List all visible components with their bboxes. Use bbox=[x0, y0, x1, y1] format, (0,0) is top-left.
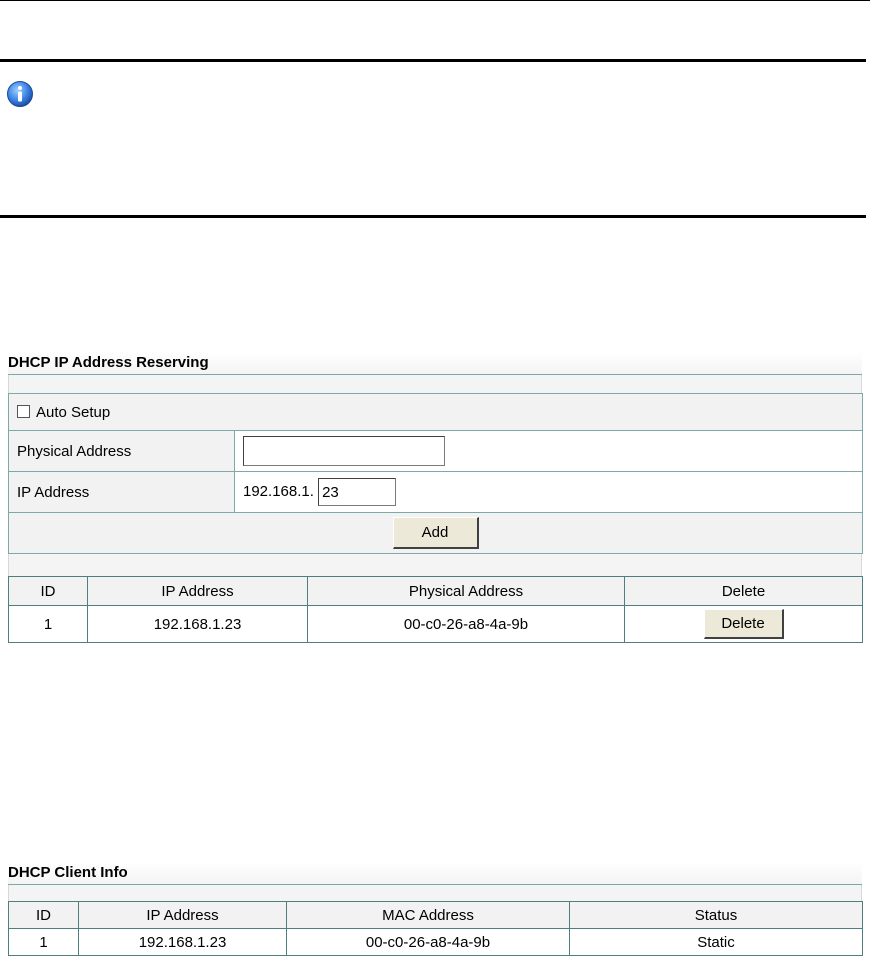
client-info-panel bbox=[8, 862, 862, 956]
ip-address-cell bbox=[235, 472, 863, 513]
col-header: IP Address bbox=[79, 902, 287, 929]
auto-setup-checkbox[interactable] bbox=[17, 405, 30, 418]
cell-id: 1 bbox=[9, 929, 79, 956]
col-header: Physical Address bbox=[308, 577, 625, 606]
col-header: ID bbox=[9, 902, 79, 929]
reserving-spacer-2 bbox=[8, 554, 862, 576]
client-info-spacer bbox=[8, 885, 862, 901]
physical-address-label: Physical Address bbox=[9, 431, 235, 472]
ip-suffix-input[interactable] bbox=[318, 478, 396, 506]
top-divider bbox=[0, 0, 870, 1]
note-bottom-rule bbox=[0, 215, 866, 218]
cell-delete bbox=[625, 606, 863, 643]
col-header: IP Address bbox=[88, 577, 308, 606]
client-table-header bbox=[9, 902, 863, 929]
reserving-spacer bbox=[8, 375, 862, 393]
delete-button[interactable]: Delete bbox=[704, 609, 784, 639]
table-row bbox=[9, 606, 863, 643]
cell-mac: 00-c0-26-a8-4a-9b bbox=[287, 929, 570, 956]
col-header: ID bbox=[9, 577, 88, 606]
reserving-title: DHCP IP Address Reserving bbox=[8, 352, 862, 375]
table-row bbox=[9, 929, 863, 956]
cell-ip: 192.168.1.23 bbox=[79, 929, 287, 956]
auto-setup-row bbox=[9, 394, 863, 431]
col-header: Delete bbox=[625, 577, 863, 606]
cell-ip: 192.168.1.23 bbox=[88, 606, 308, 643]
ip-address-label: IP Address bbox=[9, 472, 235, 513]
client-info-title: DHCP Client Info bbox=[8, 862, 862, 885]
col-header: Status bbox=[570, 902, 863, 929]
client-table bbox=[8, 901, 863, 956]
reserving-panel bbox=[8, 352, 862, 643]
add-row bbox=[9, 513, 863, 554]
note-top-rule bbox=[0, 59, 866, 62]
auto-setup-label: Auto Setup bbox=[36, 403, 111, 421]
col-header: MAC Address bbox=[287, 902, 570, 929]
cell-mac: 00-c0-26-a8-4a-9b bbox=[308, 606, 625, 643]
add-button[interactable]: Add bbox=[393, 517, 479, 549]
ip-prefix: 192.168.1. bbox=[243, 482, 314, 500]
reserving-form bbox=[8, 393, 863, 554]
cell-id: 1 bbox=[9, 606, 88, 643]
physical-address-cell bbox=[235, 431, 863, 472]
reserved-table-header bbox=[9, 577, 863, 606]
info-icon bbox=[6, 80, 34, 108]
cell-status: Static bbox=[570, 929, 863, 956]
reserved-table bbox=[8, 576, 863, 643]
physical-address-input[interactable] bbox=[243, 436, 445, 466]
